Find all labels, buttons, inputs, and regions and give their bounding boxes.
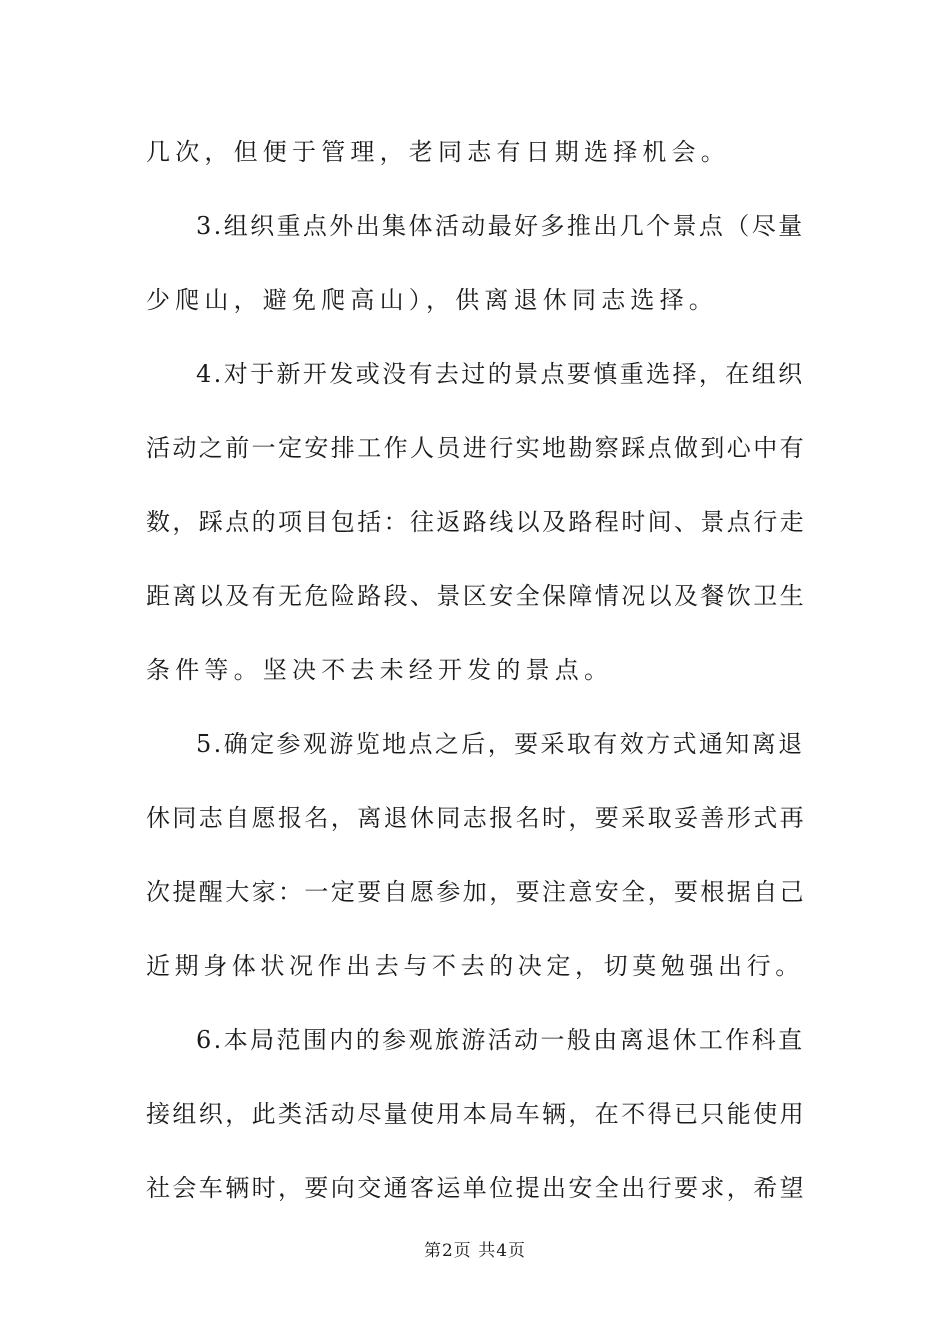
text-line: 休同志自愿报名，离退休同志报名时，要采取妥善形式再 <box>146 804 806 832</box>
text-line: 近期身体状况作出去与不去的决定，切莫勉强出行。 <box>146 952 804 980</box>
page-footer: 第2页 共4页 <box>423 1241 527 1261</box>
text-line: 距离以及有无危险路段、景区安全保障情况以及餐饮卫生 <box>146 582 806 610</box>
text-line: 5.确定参观游览地点之后，要采取有效方式通知离退 <box>196 730 805 758</box>
text-line: 4.对于新开发或没有去过的景点要慎重选择，在组织 <box>196 360 805 388</box>
text-line: 少爬山，避免爬高山），供离退休同志选择。 <box>146 286 718 314</box>
text-line: 数，踩点的项目包括：往返路线以及路程时间、景点行走 <box>146 508 806 536</box>
text-line: 3.组织重点外出集体活动最好多推出几个景点（尽量 <box>196 212 805 240</box>
text-line: 次提醒大家：一定要自愿参加，要注意安全，要根据自己 <box>146 878 806 906</box>
text-line: 条件等。坚决不去未经开发的景点。 <box>146 656 614 684</box>
text-line: 活动之前一定安排工作人员进行实地勘察踩点做到心中有 <box>146 434 806 462</box>
text-line: 社会车辆时，要向交通客运单位提出安全出行要求，希望 <box>146 1174 806 1202</box>
text-line: 接组织，此类活动尽量使用本局车辆，在不得已只能使用 <box>146 1100 806 1128</box>
text-line: 6.本局范围内的参观旅游活动一般由离退休工作科直 <box>196 1026 805 1054</box>
text-line: 几次，但便于管理，老同志有日期选择机会。 <box>146 138 730 166</box>
